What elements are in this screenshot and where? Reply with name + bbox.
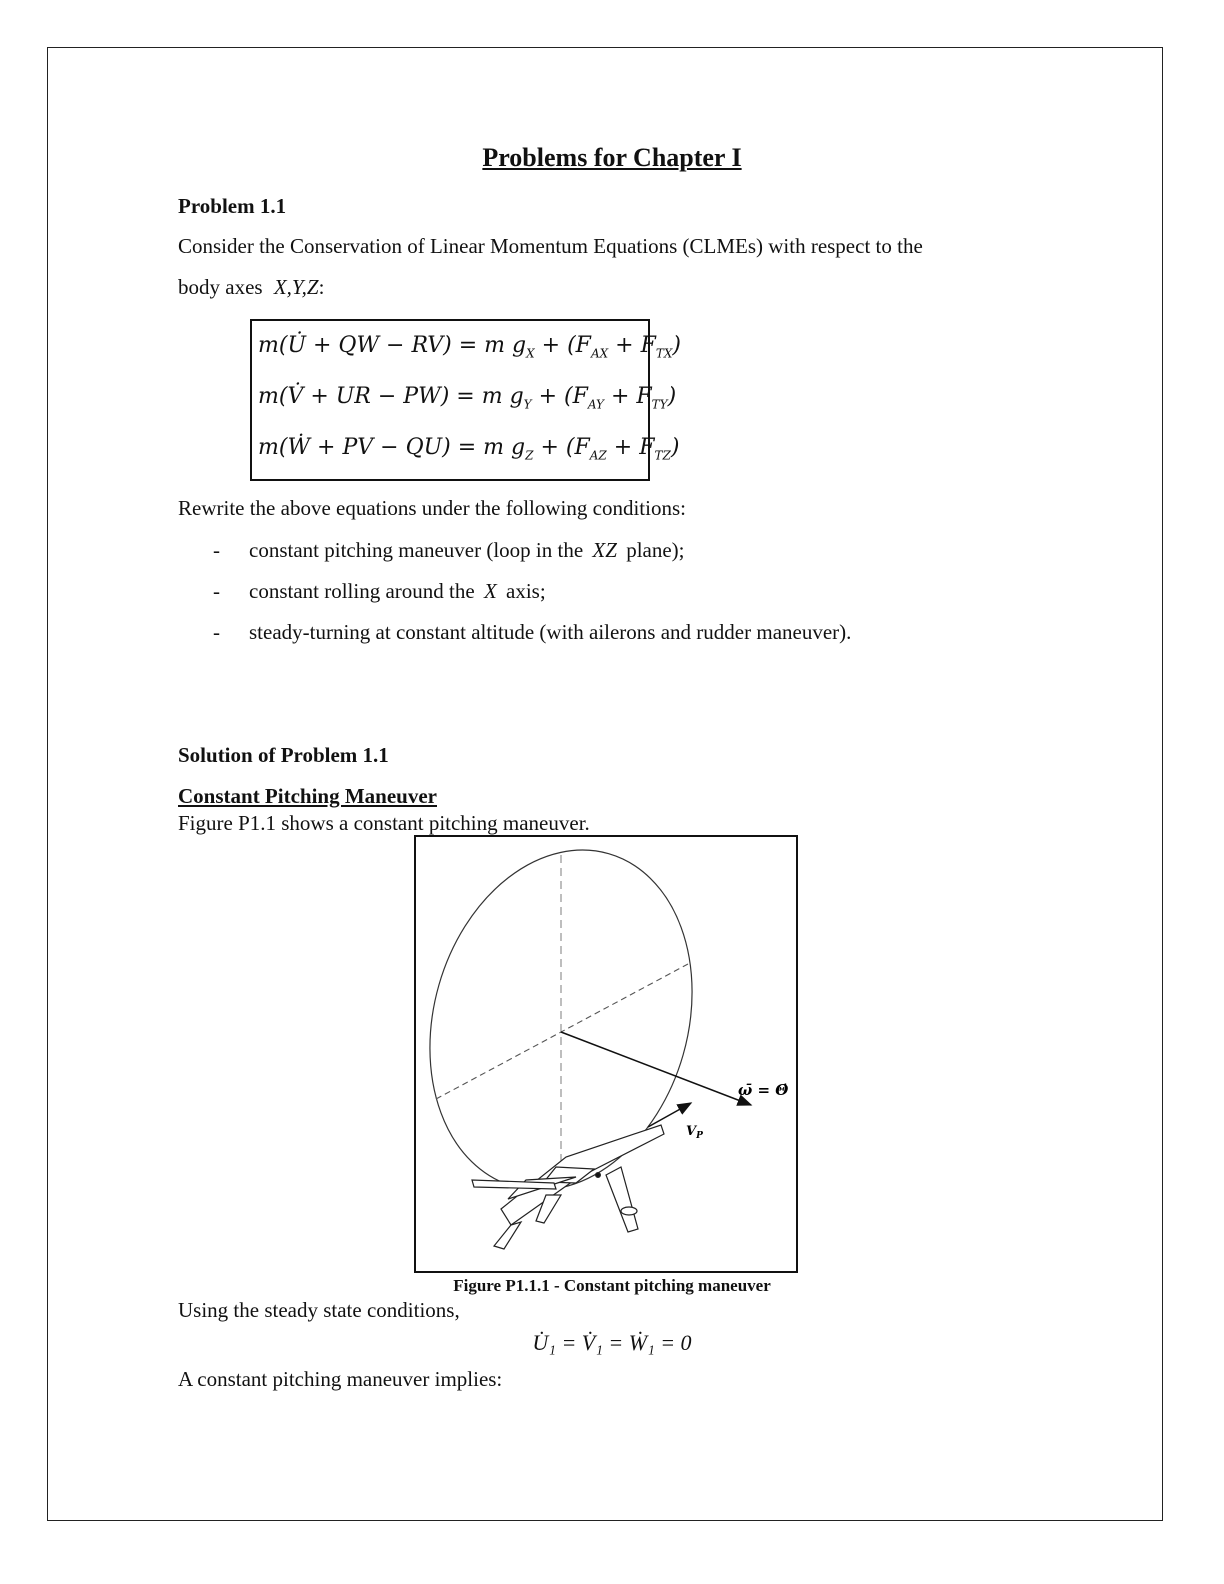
rewrite-instruction: Rewrite the above equations under the following conditions: — [178, 496, 686, 520]
equation-x-rhs: = m g — [458, 333, 527, 358]
equation-y-ft-sub: TY — [651, 397, 668, 412]
condition-text-post: axis; — [506, 579, 546, 603]
condition-text: steady-turning at constant altitude (with ailerons and rudder maneuver). — [249, 620, 852, 644]
diagonal-dashed-axis — [436, 964, 688, 1099]
closing-line: A constant pitching maneuver implies: — [178, 1367, 503, 1391]
equation-z-close: ) — [670, 435, 680, 460]
equation-z-fa-sub: AZ — [589, 448, 607, 463]
problem-intro-line-2 — [178, 275, 324, 300]
velocity-label — [686, 1124, 703, 1141]
condition-dash: - — [213, 620, 220, 644]
condition-item — [249, 579, 546, 604]
equation-x — [258, 333, 681, 360]
equation-y-g-sub: Y — [523, 397, 532, 412]
intro-prefix: body axes — [178, 275, 263, 299]
velocity-arrow — [648, 1103, 691, 1127]
page-title: Problems for Chapter I — [482, 143, 742, 172]
steady-state-intro: Using the steady state conditions, — [178, 1298, 460, 1322]
angular-velocity-arrow — [561, 1032, 751, 1105]
equation-y — [258, 384, 676, 411]
equation-z-ft: + F — [613, 435, 655, 460]
equation-z-fa: + (F — [540, 435, 590, 460]
solution-heading: Solution of Problem 1.1 — [178, 743, 389, 767]
airplane-icon — [472, 1125, 664, 1249]
equation-x-fa: + (F — [541, 333, 591, 358]
equation-y-close: ) — [667, 384, 677, 409]
clme-equation-box — [250, 319, 681, 481]
figure-caption: Figure P1.1.1 - Constant pitching maneuver — [453, 1276, 771, 1295]
condition-var: XZ — [592, 538, 617, 562]
equation-x-lhs: m(U̇ + QW − RV) — [258, 333, 452, 358]
equation-y-fa-sub: AY — [587, 397, 604, 412]
equation-z-g-sub: Z — [525, 448, 534, 463]
equation-y-ft: + F — [610, 384, 652, 409]
equation-z-lhs: m(Ẇ + PV − QU) — [258, 435, 451, 460]
condition-item — [249, 538, 685, 563]
equation-x-ft-sub: TX — [655, 346, 673, 361]
pitching-maneuver-diagram — [416, 837, 796, 1271]
velocity-label-sub: P — [696, 1131, 703, 1141]
solution-subheading: Constant Pitching Maneuver — [178, 784, 437, 808]
equation-x-ft: + F — [615, 333, 656, 358]
problem-heading: Problem 1.1 — [178, 194, 287, 218]
intro-vars: X,Y,Z — [273, 275, 319, 299]
equation-z-rhs: = m g — [457, 435, 526, 460]
equation-x-close: ) — [672, 333, 681, 358]
condition-text: constant pitching maneuver (loop in the — [249, 538, 584, 562]
pitching-maneuver-figure — [414, 835, 798, 1273]
condition-text: constant rolling around the — [249, 579, 475, 603]
omega-label: ω̄ = Θ̇ — [738, 1081, 789, 1099]
equation-y-rhs: = m g — [456, 384, 524, 409]
condition-var: X — [483, 579, 497, 603]
velocity-label-main: V — [686, 1124, 697, 1139]
condition-dash: - — [213, 579, 220, 603]
equation-y-lhs: m(V̇ + UR − PW) — [258, 384, 450, 409]
problem-intro-line-1: Consider the Conservation of Linear Momentum Equations (CLMEs) with respect to the — [178, 234, 923, 258]
equation-y-fa: + (F — [538, 384, 588, 409]
condition-text-post: plane); — [626, 538, 685, 562]
condition-dash: - — [213, 538, 220, 562]
equation-x-fa-sub: AX — [590, 346, 609, 361]
condition-item — [249, 620, 851, 645]
equation-x-g-sub: X — [526, 346, 535, 361]
equation-z — [258, 435, 679, 462]
figure-intro: Figure P1.1 shows a constant pitching maneuver. — [178, 811, 590, 835]
equation-z-ft-sub: TZ — [654, 448, 671, 463]
intro-suffix: : — [318, 275, 325, 299]
steady-state-equation: U̇₁ = V̇₁ = Ẇ₁ = 0 — [532, 1330, 692, 1355]
